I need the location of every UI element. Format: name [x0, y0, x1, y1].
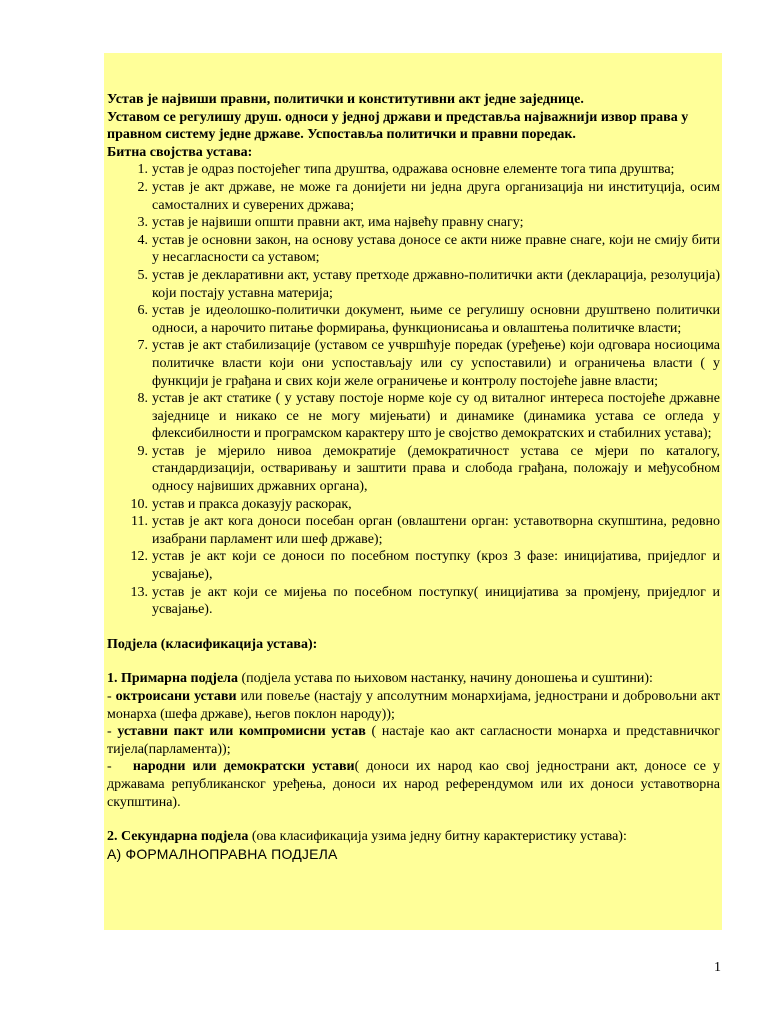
property-number: 11.: [131, 514, 148, 530]
property-item: [137, 337, 720, 390]
property-text: устав је основни закон, на основу устава доносе се акти ниже правне снаге, који не смију бити у несагласности са уставом;: [152, 232, 720, 266]
property-item: [131, 513, 720, 548]
property-item: [137, 390, 720, 443]
classification-heading: Подјела (класификација устава):: [107, 636, 318, 652]
property-text: устав је мјерило нивоа демократије (демократичност устава се мјери по каталогу, стандардизацији, остваривању и заштити права и слобода грађана, положају и међусобном односу највиших државних органа),: [152, 443, 720, 495]
primary-division-desc: (подјела устава по њиховом настанку, начину доношења и суштини):: [238, 671, 653, 687]
classification-item-desc: или повеље (настају у апсолутним монархијама, једнострани и добровољни акт монарха (шефа државе), његов поклон народу));: [107, 689, 720, 722]
property-number: 3.: [137, 215, 148, 231]
primary-division-title: 1. Примарна подјела: [107, 671, 239, 687]
property-item: [130, 584, 720, 619]
property-text: устав је акт државе, не може га донијети ни једна друга организација ни институција, осим самосталних и суверених држава;: [152, 179, 720, 213]
property-text: устав је одраз постојећег типа друштва, одражава основне елементе тога типа друштва;: [152, 162, 675, 178]
property-item: [137, 214, 720, 232]
property-number: 2.: [137, 179, 148, 195]
property-number: 1.: [137, 162, 148, 178]
classification-item-desc: ( доноси их народ као свој једнострани акт, доносе се у државама републиканског уређења, доноси их народ референдумом или их доноси уставотворна скупштина).: [107, 759, 720, 810]
document-body: [107, 91, 720, 863]
secondary-division-title: 2. Секундарна подјела: [107, 829, 249, 845]
property-text: устав је акт стабилизације (уставом се учвршћује поредак (уређење) који одговара носиоцима политичке власти који они успостављају или су успоставили) и ограничења власти ( у функцији је грађана и свих који желе ограничење и контролу постојеће јавне власти;: [152, 338, 720, 389]
property-item: [137, 161, 720, 179]
page-number: 1: [714, 960, 721, 975]
property-item: [130, 496, 720, 514]
intro-line-2: Уставом се регулишу друш. односи у једној држави и представља најважнији извор права у правном систему једне државе. Успоставља политички и правни поредак.: [107, 109, 689, 143]
property-text: устав је акт кога доноси посебан орган (овлаштени орган: уставотворна скупштина, редовно изабрани парламент или шеф државе);: [152, 514, 720, 547]
classification-item-title: октроисани устави: [115, 689, 237, 704]
property-number: 8.: [137, 391, 148, 407]
property-text: устав је декларативни акт, уставу претходе државно-политички акти (декларација, резолуција) који постају уставна материја;: [152, 267, 720, 301]
property-item: [137, 443, 720, 496]
classification-item: - народни или демократски устави( доноси их народ као свој једнострани акт, доносе се у државама републиканског уређења, доноси их народ референдумом или их доноси уставотворна скупштина).: [107, 759, 720, 810]
formal-division-heading: А) ФОРМАЛНОПРАВНА ПОДЈЕЛА: [107, 845, 338, 862]
property-number: 7.: [137, 338, 148, 354]
classification-item: - уставни пакт или компромисни устав ( настаје као акт сагласности монарха и представничког тијела(парламента));: [107, 724, 720, 757]
property-item: [137, 267, 720, 302]
property-text: устав и пракса доказују раскорак,: [152, 496, 352, 512]
property-item: [137, 232, 720, 267]
classification-item-title: народни или демократски устави: [132, 759, 355, 775]
secondary-division: [107, 828, 720, 846]
intro-line-1: Устав је највиши правни, политички и конститутивни акт једне заједнице.: [107, 92, 584, 107]
property-item: [137, 302, 720, 337]
property-text: устав је идеолошко-политички документ, њиме се регулишу основни друштвено политички односи, а нарочито питање формирања, функционисања и овлаштења политичке власти;: [152, 303, 720, 336]
property-number: 6.: [137, 303, 148, 319]
classification-item-title: уставни пакт или компромисни устав: [117, 724, 366, 740]
property-number: 4.: [137, 232, 148, 248]
property-item: [137, 179, 720, 214]
property-text: устав је највиши општи правни акт, има највећу правну снагу;: [152, 215, 524, 231]
secondary-division-desc: (ова класификација узима једну битну карактеристику устава):: [248, 829, 627, 845]
property-number: 9.: [137, 443, 148, 459]
classification-item-desc: ( настаје као акт сагласности монарха и представничког тијела(парламента));: [107, 724, 720, 757]
property-text: устав је акт који се мијења по посебном поступку( иницијатива за промјену, приједлог и усвајање).: [152, 584, 720, 618]
property-item: [130, 548, 720, 583]
property-text: устав је акт статике ( у уставу постоје норме које су од виталног интереса постојеће државне заједнице и никако се не могу мијењати) и динамике (динамика устава се огледа у флексибилности и програмском карактеру што је својство демократских и стабилних устава);: [152, 391, 720, 442]
property-number: 10.: [130, 496, 148, 512]
property-number: 13.: [130, 584, 148, 600]
properties-heading: Битна својства устава:: [107, 144, 253, 160]
primary-division: [107, 670, 720, 688]
properties-list: [107, 161, 720, 618]
property-number: 12.: [130, 549, 148, 565]
property-number: 5.: [137, 267, 148, 283]
property-text: устав је акт који се доноси по посебном поступку (кроз 3 фазе: иницијатива, приједлог и усвајање),: [152, 549, 720, 583]
classification-item: - октроисани устави или повеље (настају у апсолутним монархијама, једнострани и добровољни акт монарха (шефа државе), његов поклон народу));: [107, 689, 720, 722]
